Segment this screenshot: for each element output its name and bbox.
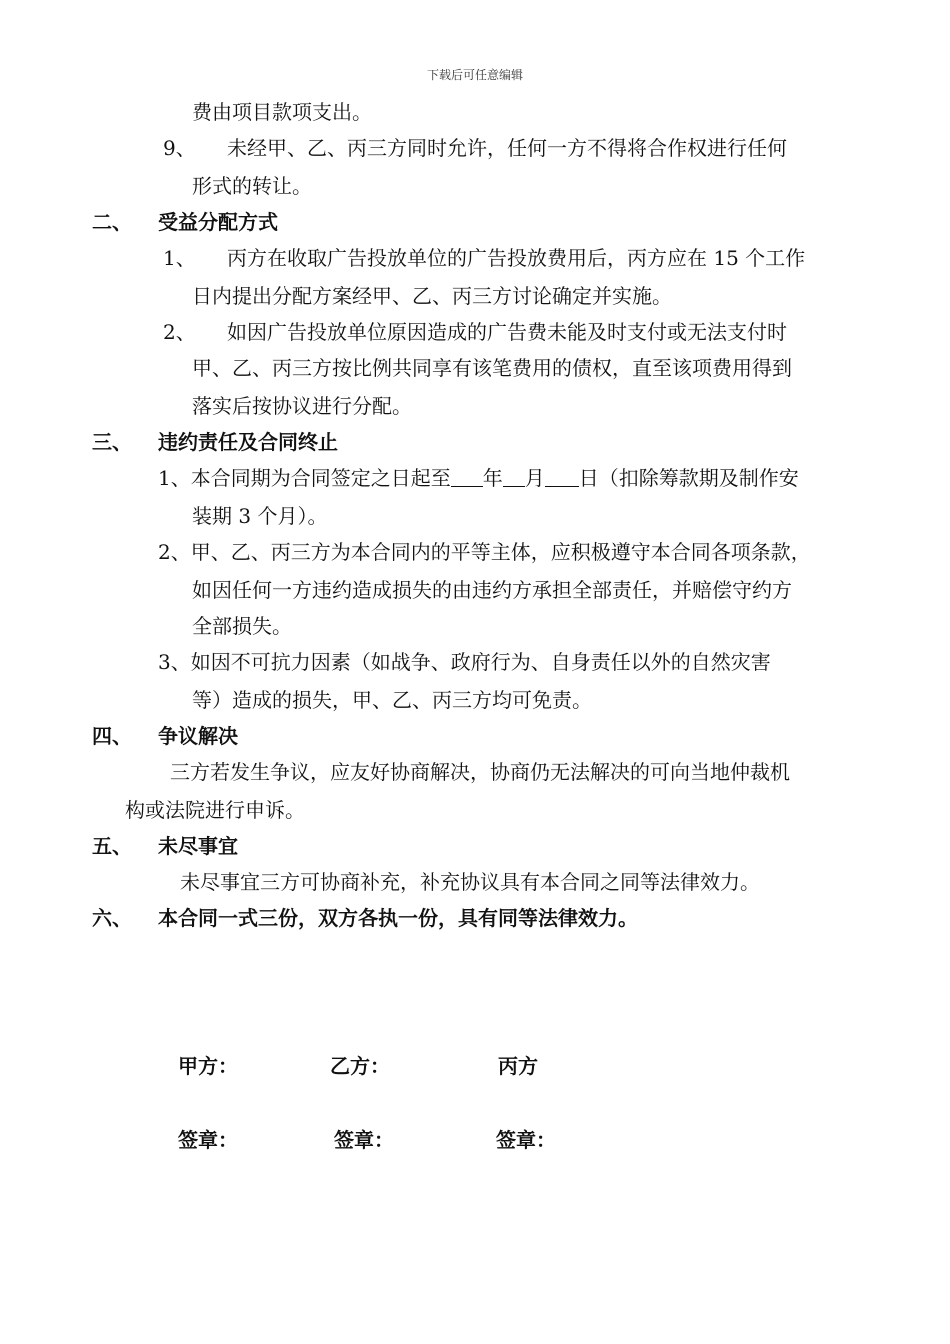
section-2-title: 受益分配方式	[158, 210, 278, 234]
section-5-line-1: 未尽事宜三方可协商补充，补充协议具有本合同之同等法律效力。	[180, 870, 760, 894]
continued-line: 费由项目款项支出。	[192, 100, 372, 124]
page-header: 下载后可任意编辑	[426, 68, 523, 82]
section-2-item-2-line-2: 甲、乙、丙三方按比例共同享有该笔费用的债权，直至该项费用得到	[192, 356, 792, 380]
term-clause-text: 1、本合同期为合同签定之日起至	[158, 466, 451, 490]
section-4-line-1: 三方若发生争议，应友好协商解决，协商仍无法解决的可向当地仲裁机	[170, 760, 790, 784]
section-2-item-1-number: 1、	[163, 246, 196, 270]
section-5-title: 未尽事宜	[158, 834, 238, 858]
section-6-number: 六、	[92, 906, 132, 930]
year-label: 年	[482, 466, 503, 490]
section-4-number: 四、	[92, 724, 132, 748]
day-blank[interactable]	[545, 466, 579, 487]
section-3-item-3-line-2: 等）造成的损失，甲、乙、丙三方均可免责。	[192, 688, 592, 712]
party-b-seal-label: 签章：	[334, 1128, 394, 1152]
party-c-label: 丙方	[498, 1054, 538, 1078]
section-3-number: 三、	[92, 430, 132, 454]
item-9-line-2: 形式的转让。	[192, 174, 312, 198]
section-4-title: 争议解决	[158, 724, 238, 748]
month-blank[interactable]	[503, 466, 525, 487]
section-3-item-1-line-2: 装期 3 个月）。	[192, 504, 328, 528]
section-3-item-2-line-3: 全部损失。	[192, 614, 292, 638]
party-c-seal-label: 签章：	[496, 1128, 556, 1152]
party-a-label: 甲方：	[178, 1054, 238, 1078]
item-9-number: 9、	[163, 136, 196, 160]
party-b-label: 乙方：	[330, 1054, 390, 1078]
month-label: 月	[524, 466, 545, 490]
section-2-item-1-line-1: 丙方在收取广告投放单位的广告投放费用后，丙方应在 15 个工作	[227, 246, 806, 270]
year-blank[interactable]	[451, 466, 483, 487]
section-2-item-1-line-2: 日内提出分配方案经甲、乙、丙三方讨论确定并实施。	[192, 284, 672, 308]
section-5-number: 五、	[92, 834, 132, 858]
item-9-line-1: 未经甲、乙、丙三方同时允许，任何一方不得将合作权进行任何	[227, 136, 787, 160]
section-2-number: 二、	[92, 210, 132, 234]
party-a-seal-label: 签章：	[178, 1128, 238, 1152]
day-clause-text: 日（扣除筹款期及制作安	[578, 466, 799, 490]
section-3-title: 违约责任及合同终止	[158, 430, 338, 454]
section-3-item-2-line-2: 如因任何一方违约造成损失的由违约方承担全部责任，并赔偿守约方	[192, 578, 792, 602]
section-2-item-2-number: 2、	[163, 320, 196, 344]
section-6-title: 本合同一式三份，双方各执一份，具有同等法律效力。	[158, 906, 638, 930]
section-2-item-2-line-3: 落实后按协议进行分配。	[192, 394, 412, 418]
section-2-item-2-line-1: 如因广告投放单位原因造成的广告费未能及时支付或无法支付时	[227, 320, 787, 344]
section-4-line-2: 构或法院进行申诉。	[125, 798, 305, 822]
section-3-item-1-line-1	[158, 464, 799, 492]
section-3-item-3-line-1: 3、如因不可抗力因素（如战争、政府行为、自身责任以外的自然灾害	[158, 650, 771, 674]
section-3-item-2-line-1: 2、甲、乙、丙三方为本合同内的平等主体，应积极遵守本合同各项条款，	[158, 540, 811, 564]
